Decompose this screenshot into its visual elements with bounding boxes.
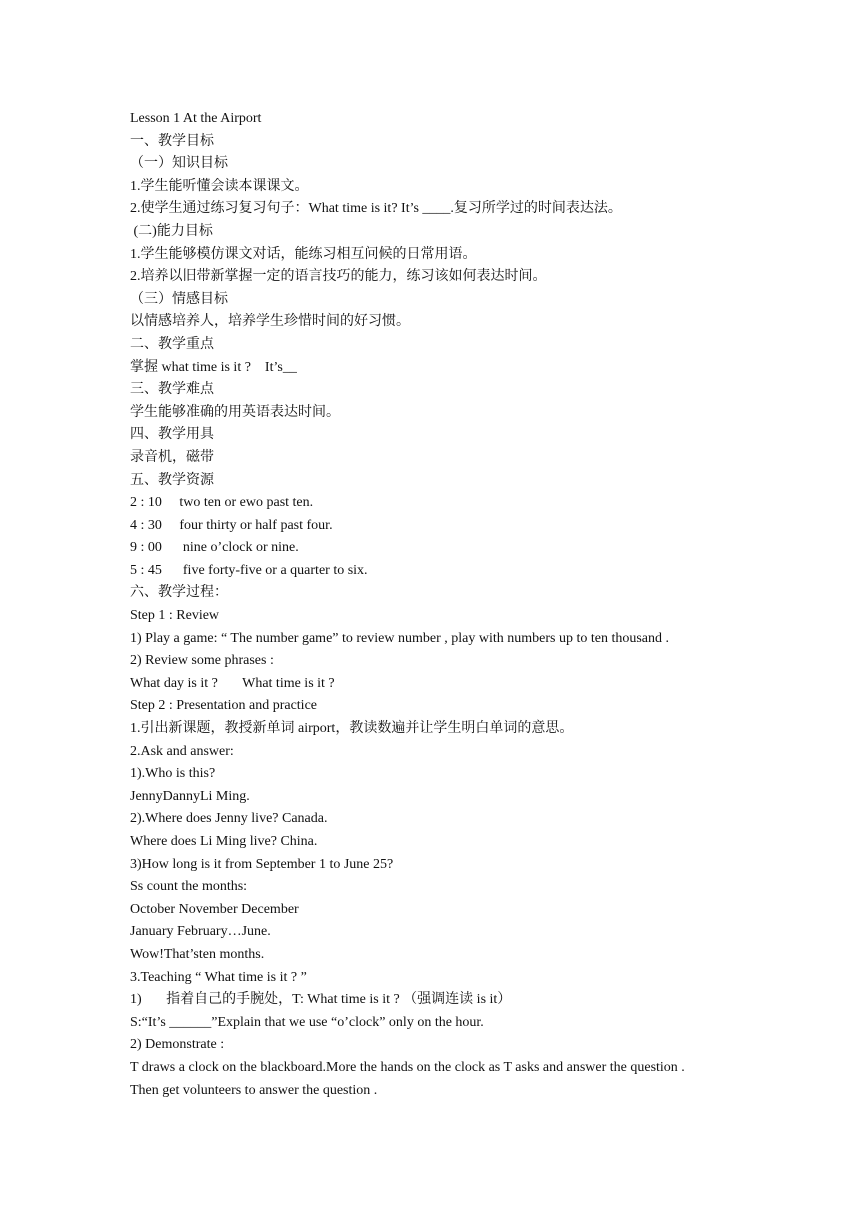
text-line: 1.学生能够模仿课文对话，能练习相互问候的日常用语。 <box>130 246 477 262</box>
subheading-emotion: （三）情感目标 <box>130 291 228 307</box>
text-line: 3)How long is it from September 1 to June 25? <box>130 856 394 872</box>
text-line: Where does Li Ming live? China. <box>130 834 318 849</box>
text-line: S:“It’s ______”Explain that we use “o’clock” only on the hour. <box>130 1014 484 1030</box>
text-line: T draws a clock on the blackboard.More the hands on the clock as T asks and answer the question . <box>130 1059 685 1075</box>
section-heading-resources: 五、教学资源 <box>130 472 214 488</box>
document-page <box>130 108 770 1102</box>
text-line: 学生能够准确的用英语表达时间。 <box>130 404 340 420</box>
text-line: 1.引出新课题，教授新单词 airport，教读数遍并让学生明白单词的意思。 <box>130 721 574 737</box>
subheading-knowledge: （一）知识目标 <box>130 156 228 172</box>
text-line: 1.学生能听懂会读本课课文。 <box>130 178 309 194</box>
text-line: Ss count the months: <box>130 879 248 895</box>
text-line: 2) Review some phrases : <box>130 653 274 669</box>
text-line: 2).Where does Jenny live? Canada. <box>130 811 328 827</box>
time-example: 4 : 30 four thirty or half past four. <box>130 517 333 533</box>
time-example: 2 : 10 two ten or ewo past ten. <box>130 495 314 511</box>
step-heading: Step 2 : Presentation and practice <box>130 698 317 714</box>
subheading-ability: (二)能力目标 <box>130 223 213 239</box>
text-line: 2) Demonstrate : <box>130 1037 225 1053</box>
text-line: 2.Ask and answer: <box>130 743 234 759</box>
section-heading-objectives: 一、教学目标 <box>130 133 214 149</box>
section-heading-process: 六、教学过程： <box>130 585 228 601</box>
text-line: 录音机，磁带 <box>130 449 214 465</box>
text-line: 3.Teaching “ What time is it ? ” <box>130 969 307 985</box>
text-line: JennyDannyLi Ming. <box>130 788 250 804</box>
section-heading-tools: 四、教学用具 <box>130 427 214 443</box>
time-example: 5 : 45 five forty-five or a quarter to six. <box>130 562 368 578</box>
section-heading-key-points: 二、教学重点 <box>130 336 214 352</box>
text-line: Wow!That’sten months. <box>130 946 265 962</box>
text-line: 1).Who is this? <box>130 766 216 782</box>
text-line: 以情感培养人，培养学生珍惜时间的好习惯。 <box>130 314 410 330</box>
lesson-title: Lesson 1 At the Airport <box>130 111 262 126</box>
text-line: 掌握 what time is it ? It’s__ <box>130 359 297 375</box>
section-heading-difficulties: 三、教学难点 <box>130 382 214 398</box>
text-line: 2.培养以旧带新掌握一定的语言技巧的能力，练习该如何表达时间。 <box>130 269 547 285</box>
text-line: 1) 指着自己的手腕处，T: What time is it ? （强调连读 is it） <box>130 992 512 1008</box>
time-example: 9 : 00 nine o’clock or nine. <box>130 540 299 556</box>
text-line: Then get volunteers to answer the question . <box>130 1082 378 1098</box>
text-line: 2.使学生通过练习复习句子：What time is it? It’s ____.复习所学过的时间表达法。 <box>130 201 622 217</box>
text-line: What day is it ? What time is it ? <box>130 675 335 691</box>
text-line: 1) Play a game: “ The number game” to review number , play with numbers up to ten thousand . <box>130 630 669 646</box>
step-heading: Step 1 : Review <box>130 608 220 624</box>
text-line: October November December <box>130 901 299 917</box>
text-line: January February…June. <box>130 924 271 940</box>
